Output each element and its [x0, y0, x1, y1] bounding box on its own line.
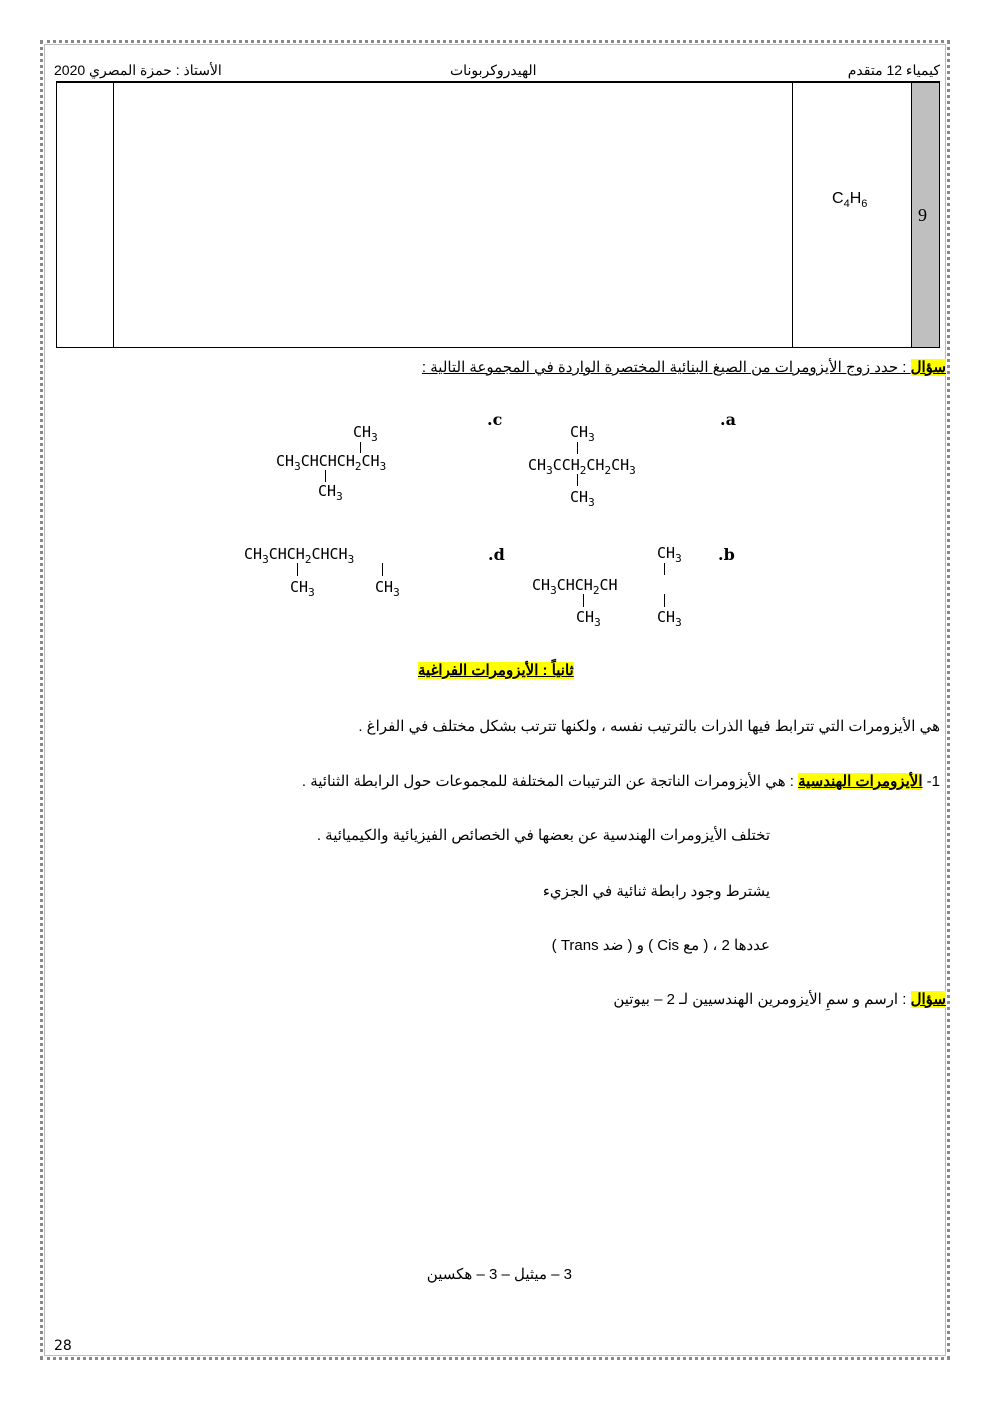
- structure-d-bottom-right: $CH_3$: [375, 578, 400, 599]
- header-teacher: الأستاذ : حمزة المصري 2020: [54, 62, 222, 78]
- structure-b-label: .b: [718, 545, 735, 564]
- structure-a-bottom: $CH_3$: [570, 488, 595, 509]
- table-divider: [939, 83, 940, 347]
- bullet-properties: تختلف الأيزومرات الهندسية عن بعضها في الخصائص الفيزيائية والكيميائية .: [316, 827, 770, 844]
- question-tag: سؤال: [910, 359, 946, 376]
- bond: [577, 442, 578, 454]
- question-text: : حدد زوج الأيزومرات من الصيغ البنائية المختصرة الواردة في المجموعة التالية :: [421, 359, 911, 376]
- bond: [297, 563, 298, 576]
- structure-d-bottom-left: $CH_3$: [290, 578, 315, 599]
- structure-b-bottom-right: $CH_3$: [657, 608, 682, 629]
- structure-a-main: $CH_3CCH_2CH_2CH_3$: [528, 456, 636, 477]
- bullet-count: عددها 2 ، ( مع Cis ) و ( ضد Trans ): [551, 937, 770, 954]
- bond: [583, 594, 584, 607]
- structure-d-label: .d: [488, 545, 505, 564]
- molecular-formula: $C_4H_6$: [832, 190, 868, 211]
- section-title: ثانياً : الأيزومرات الفراغية: [418, 662, 574, 679]
- bond: [382, 563, 383, 576]
- bond: [360, 442, 361, 453]
- header-course: كيمياء 12 متقدم: [847, 62, 940, 78]
- structure-a-label: .a: [720, 410, 736, 429]
- bond: [577, 474, 578, 486]
- row-number: 9: [918, 205, 927, 225]
- question-2: [613, 990, 946, 1008]
- question-1: [422, 358, 946, 376]
- structure-a-top: $CH_3$: [570, 423, 595, 444]
- page-number: 28: [54, 1338, 72, 1354]
- compound-name: 3 – ميثيل – 3 – هكسين: [426, 1266, 572, 1283]
- bond: [325, 470, 326, 482]
- answer-table: [56, 82, 940, 348]
- header-topic: الهيدروكربونات: [450, 62, 537, 78]
- geometric-isomers-item: 1- الأيزومرات الهندسية : هي الأيزومرات الناتجة عن الترتيبات المختلفة للمجموعات حول الرابطة الثنائية .: [301, 773, 940, 790]
- bond: [664, 594, 665, 607]
- table-divider: [911, 83, 912, 347]
- structure-c-main: $CH_3CHCHCH_2CH_3$: [276, 452, 387, 473]
- structure-c-label: .c: [487, 410, 503, 429]
- structure-c-bottom: $CH_3$: [318, 482, 343, 503]
- structure-d-main: $CH_3CHCH_2CHCH_3$: [244, 545, 355, 566]
- question-text: : ارسم و سمِ الأيزومرين الهندسيين لـ 2 – بيوتين: [613, 991, 911, 1008]
- table-divider: [792, 83, 793, 347]
- structure-b-bottom-left: $CH_3$: [576, 608, 601, 629]
- structure-c-top: $CH_3$: [353, 423, 378, 444]
- structure-b-main: $CH_3CHCH_2CH$: [532, 576, 618, 597]
- question-tag: سؤال: [910, 991, 946, 1008]
- stereo-definition: هي الأيزومرات التي تترابط فيها الذرات بالترتيب نفسه ، ولكنها تترتب بشكل مختلف في الفراغ .: [358, 718, 940, 735]
- structure-b-top: $CH_3$: [657, 544, 682, 565]
- bullet-double-bond: يشترط وجود رابطة ثنائية في الجزيء: [542, 883, 770, 900]
- bond: [664, 563, 665, 575]
- table-divider: [113, 83, 114, 347]
